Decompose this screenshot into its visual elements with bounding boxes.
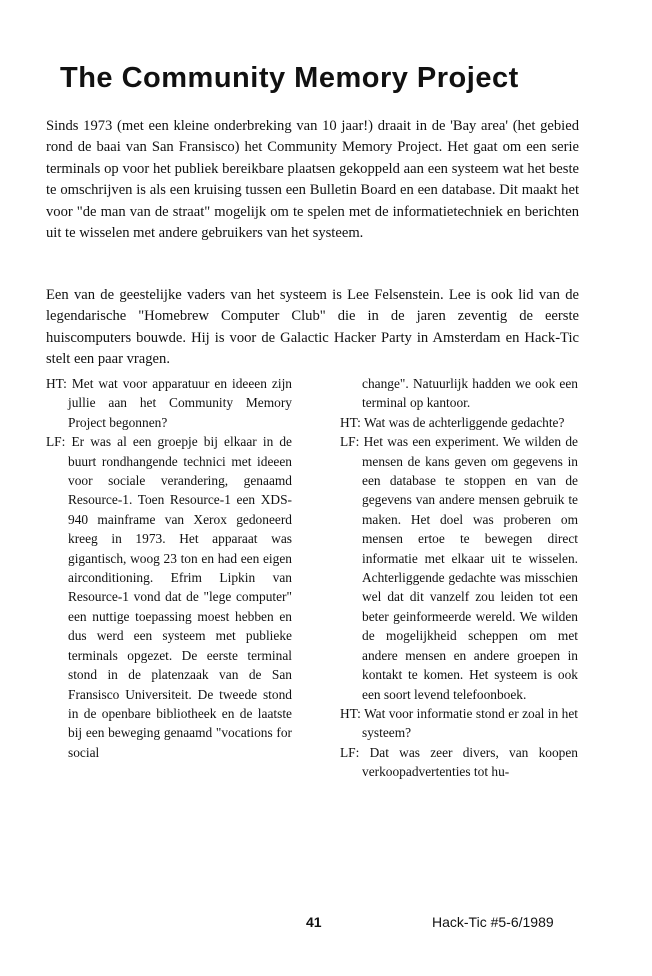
entry-text: Het was een experiment. We wilden de mensen de kans geven om gegevens in een database te stoppen en van de gegevens van andere mensen gebruik te maken. Het doel was proberen om mensen ertoe te bewegen direct informatie met elkaar uit te wisselen. Achterliggende gedachte was misschien wel dat dit vanzelf zou leiden tot een beter geinformeerde wereld. We wilden de mogelijkheid scheppen om met andere mensen en andere groepen in kontakt te komen. Het systeem is ook een soort levend telefoonboek. bbox=[362, 434, 578, 702]
intro-paragraph-1 bbox=[46, 116, 579, 253]
speaker-label: HT: bbox=[46, 376, 67, 391]
entry-text: Dat was zeer divers, van koopen verkoopadvertenties tot hu- bbox=[362, 744, 578, 780]
speaker-label: HT: bbox=[340, 705, 361, 721]
article-title: The Community Memory Project bbox=[60, 62, 519, 94]
speaker-label: LF: bbox=[340, 744, 360, 760]
speaker-label: LF: bbox=[340, 434, 360, 450]
speaker-label: LF: bbox=[46, 434, 66, 450]
interview-entry bbox=[46, 374, 292, 432]
entry-text: change". Natuurlijk hadden we ook een terminal op kantoor. bbox=[362, 376, 578, 411]
entry-text: Wat was de achterliggende gedachte? bbox=[364, 414, 565, 430]
intro-text: Een van de geestelijke vaders van het systeem is Lee Felsenstein. Lee is ook lid van de legendarische "Homebrew Computer Club" die in de jaren zeventig de eerste huiscomputers bouwde. Hij is voor de Galactic Hacker Party in Amsterdam en Hack-Tic stelt een paar vragen. bbox=[46, 287, 579, 368]
interview-entry bbox=[340, 432, 578, 704]
interview-entry-continued bbox=[340, 374, 578, 413]
entry-text: Met wat voor apparatuur en ideeen zijn jullie aan het Community Memory Project begonnen? bbox=[68, 376, 292, 430]
page-number: 41 bbox=[306, 914, 322, 930]
interview-entry bbox=[340, 704, 578, 743]
issue-label: Hack-Tic #5-6/1989 bbox=[432, 914, 554, 930]
interview-right-column bbox=[340, 374, 578, 782]
interview-entry bbox=[46, 432, 292, 762]
speaker-label: HT: bbox=[340, 414, 361, 430]
intro-paragraph-2 bbox=[46, 285, 579, 380]
entry-text: Er was al een groepje bij elkaar in de buurt rondhangende technici met ideeen voor sociale verandering, genaamd Resource-1. Toen Resource-1 een XDS-940 mainframe van Xerox gedoneerd kreeg in 1973. Het apparaat was gigantisch, woog 23 ton en had een eigen airconditioning. Efrim Lipkin van Resource-1 vond dat de "lege computer" een nuttige toepassing moest hebben en dus werd een systeem met publieke terminals opgezet. De eerste terminal stond in de platenzaak van de San Fransisco Universiteit. De tweede stond in de openbare bibliotheek en de laatste bij een beweging genaamd "vocations for social bbox=[68, 434, 292, 760]
interview-entry bbox=[340, 743, 578, 782]
interview-entry bbox=[340, 413, 578, 432]
interview-left-column bbox=[46, 374, 292, 762]
entry-text: Wat voor informatie stond er zoal in het systeem? bbox=[362, 705, 578, 741]
intro-text: Sinds 1973 (met een kleine onderbreking van 10 jaar!) draait in de 'Bay area' (het gebied rond de baai van San Fransisco) het Community Memory Project. Het gaat om een serie terminals op voor het publiek bereikbare plaatsen gekoppeld aan een systeem wat het beste te omschrijven is als een kruising tussen een Bulletin Board en een database. Dit maakt het voor "de man van de straat" mogelijk om te spelen met de informatietechniek en berichten uit te wisselen met andere gebruikers van het systeem. bbox=[46, 118, 579, 242]
